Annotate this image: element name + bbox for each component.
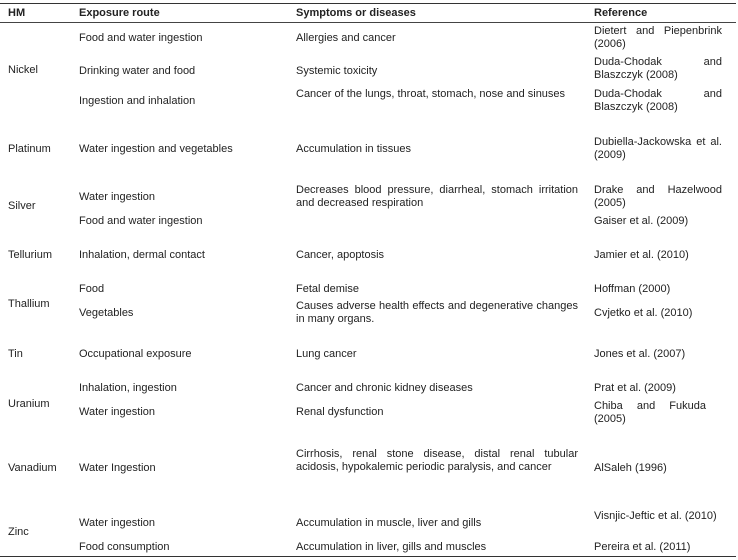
metal-tin: Tin [8, 348, 23, 360]
table-cell-reference: Hoffman (2000) [594, 283, 671, 295]
table-cell-reference: AlSaleh (1996) [594, 462, 667, 474]
table-cell-route: Inhalation, dermal contact [79, 249, 205, 261]
metal-tellurium: Tellurium [8, 249, 53, 261]
table-cell-route: Water ingestion and vegetables [79, 143, 233, 155]
table-cell-reference: Pereira et al. (2011) [594, 541, 691, 553]
table-cell-reference: Visnjic-Jeftic et al. (2010) [594, 510, 717, 522]
table-cell-reference: Duda-Chodak and Blaszczyk (2008) [594, 56, 722, 81]
table-cell-route: Food and water ingestion [79, 32, 203, 44]
table-cell-symptom: Accumulation in muscle, liver and gills [296, 517, 482, 529]
table-cell-reference: Jamier et al. (2010) [594, 249, 689, 261]
table-cell-reference: Chiba and Fukuda (2005) [594, 400, 706, 425]
table-cell-reference: Dubiella-Jackowska et al. (2009) [594, 136, 722, 161]
table-cell-symptom: Allergies and cancer [296, 32, 396, 44]
table-cell-route: Water Ingestion [79, 462, 156, 474]
table-cell-symptom: Cancer of the lungs, throat, stomach, nose and sinuses [296, 88, 566, 100]
table-cell-reference: Prat et al. (2009) [594, 382, 676, 394]
table-cell-symptom: Decreases blood pressure, diarrheal, stomach irritation and decreased respiration [296, 184, 578, 209]
table-cell-reference: Drake and Hazelwood (2005) [594, 184, 722, 209]
table-cell-route: Food consumption [79, 541, 170, 553]
table-cell-symptom: Cancer, apoptosis [296, 249, 385, 261]
table-cell-symptom: Accumulation in tissues [296, 143, 411, 155]
metal-silver: Silver [8, 200, 36, 212]
table-cell-route: Water ingestion [79, 517, 156, 529]
table-cell-symptom: Accumulation in liver, gills and muscles [296, 541, 487, 553]
table-cell-symptom: Cirrhosis, renal stone disease, distal renal tubular acidosis, hypokalemic periodic paralysis, and cancer [296, 448, 578, 473]
table-cell-symptom: Causes adverse health effects and degenerative changes in many organs. [296, 300, 578, 325]
table-cell-symptom: Systemic toxicity [296, 65, 378, 77]
table-cell-symptom: Renal dysfunction [296, 406, 384, 418]
table-cell-reference: Dietert and Piepenbrink (2006) [594, 25, 722, 50]
table-cell-reference: Duda-Chodak and Blaszczyk (2008) [594, 88, 722, 113]
table-cell-route: Water ingestion [79, 191, 156, 203]
table-bottom-rule [0, 556, 736, 557]
table-cell-symptom: Lung cancer [296, 348, 357, 360]
metal-zinc: Zinc [8, 526, 29, 538]
metal-thallium: Thallium [8, 298, 50, 310]
table-cell-route: Food [79, 283, 105, 295]
table-top-rule [0, 3, 736, 4]
header-symptoms: Symptoms or diseases [296, 7, 416, 19]
header-hm: HM [8, 7, 26, 19]
table-cell-symptom: Fetal demise [296, 283, 359, 295]
metal-platinum: Platinum [8, 143, 51, 155]
table-cell-route: Vegetables [79, 307, 134, 319]
header-bottom-rule [0, 22, 736, 23]
metal-vanadium: Vanadium [8, 462, 57, 474]
metal-nickel: Nickel [8, 64, 38, 76]
table-cell-reference: Cvjetko et al. (2010) [594, 307, 693, 319]
table-cell-route: Ingestion and inhalation [79, 95, 196, 107]
table-cell-route: Food and water ingestion [79, 215, 203, 227]
table-cell-route: Water ingestion [79, 406, 156, 418]
table-cell-reference: Gaiser et al. (2009) [594, 215, 689, 227]
table-cell-reference: Jones et al. (2007) [594, 348, 686, 360]
header-exposure-route: Exposure route [79, 7, 160, 19]
table-cell-symptom: Cancer and chronic kidney diseases [296, 382, 473, 394]
table-cell-route: Drinking water and food [79, 65, 196, 77]
metal-uranium: Uranium [8, 398, 50, 410]
table-cell-route: Inhalation, ingestion [79, 382, 177, 394]
header-reference: Reference [594, 7, 648, 19]
table-cell-route: Occupational exposure [79, 348, 192, 360]
